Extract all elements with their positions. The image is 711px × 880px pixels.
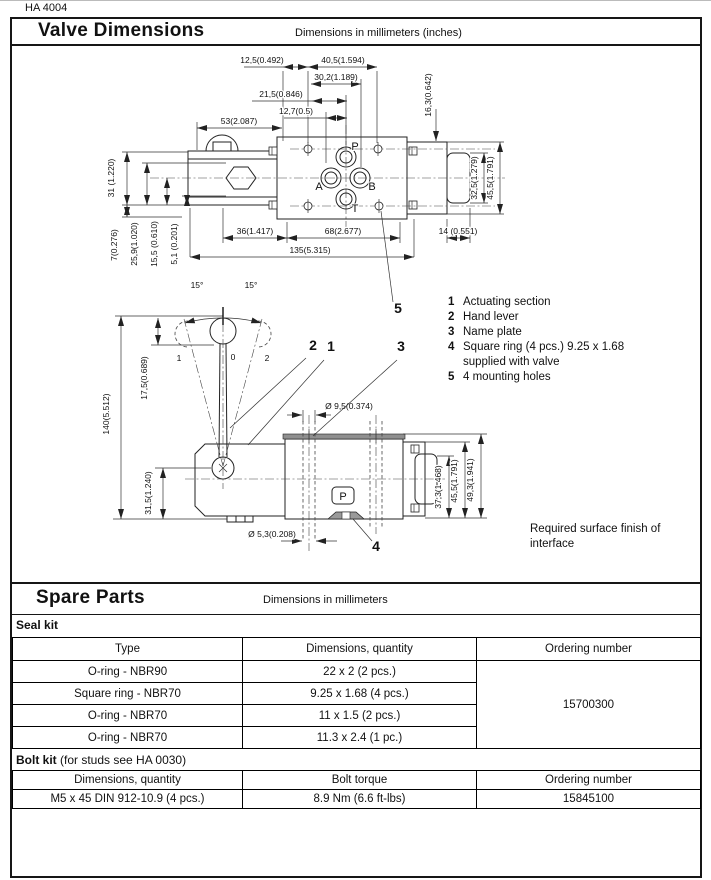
legend-num-4: 4 — [448, 341, 455, 353]
dim-dia-9-5: Ø 9,5(0.374) — [325, 401, 373, 411]
seal-dims-cell: 11.3 x 2.4 (1 pc.) — [243, 727, 477, 749]
port-label-a: A — [315, 181, 323, 193]
legend-num-1: 1 — [448, 296, 455, 308]
callout-5-label: 5 — [394, 300, 402, 316]
lever-pos-0: 0 — [230, 352, 236, 362]
dim-140: 140(5.512) — [101, 393, 111, 435]
top-view-centerlines — [150, 125, 505, 234]
front-view-port-p-label: P — [339, 491, 347, 503]
dim-36: 36(1.417) — [236, 226, 274, 236]
legend-item-1 — [448, 295, 624, 310]
legend-item-4 — [448, 340, 624, 355]
seal-kit-table — [12, 637, 701, 749]
bolt-kit-label — [12, 748, 700, 770]
spare-parts-header — [10, 582, 702, 615]
front-view-callouts — [230, 337, 405, 554]
callout-5-mounting-holes — [381, 211, 402, 316]
bolt-kit-header-row — [13, 771, 701, 790]
seal-type-cell: O-ring - NBR70 — [13, 727, 243, 749]
legend-text-3: Name plate — [463, 326, 522, 338]
drawing-legend — [448, 295, 624, 385]
dim-31-5: 31,5(1.240) — [143, 471, 153, 515]
callout-2-label: 2 — [309, 337, 317, 353]
legend-item-2 — [448, 310, 624, 325]
callout-3-label: 3 — [397, 338, 405, 354]
seal-dims-cell: 22 x 2 (2 pcs.) — [243, 661, 477, 683]
legend-num-2: 2 — [448, 311, 455, 323]
port-label-p: P — [351, 141, 359, 153]
bolt-kit-label-text: Bolt kit — [16, 753, 57, 767]
legend-num-5: 5 — [448, 371, 455, 383]
callout-1-label: 1 — [327, 338, 335, 354]
seal-kit-col-ordering: Ordering number — [477, 638, 701, 661]
dim-7: 7(0.276) — [109, 229, 119, 261]
legend-text-4: Square ring (4 pcs.) 9.25 x 1.68 — [463, 341, 625, 353]
angle-15-right: 15° — [244, 280, 258, 290]
legend-item-3 — [448, 325, 624, 340]
legend-item-4-cont — [448, 355, 624, 370]
seal-dims-cell: 11 x 1.5 (2 pcs.) — [243, 705, 477, 727]
port-label-b: B — [368, 181, 376, 193]
table-row — [13, 661, 701, 683]
seal-type-cell: O-ring - NBR90 — [13, 661, 243, 683]
dim-12-5: 12,5(0.492) — [240, 55, 284, 65]
legend-item-5 — [448, 370, 624, 385]
seal-kit-label — [12, 613, 700, 637]
spare-parts-units-note: Dimensions in millimeters — [263, 594, 388, 606]
front-view-dimensions — [101, 316, 487, 541]
bolt-kit-table — [12, 770, 701, 809]
dim-49-3: 49,3(1.941) — [465, 458, 475, 502]
top-view-dimensions — [106, 55, 504, 267]
dim-37-3: 37,3(1.468) — [433, 465, 443, 509]
bolt-kit-col-ordering: Ordering number — [477, 771, 701, 790]
legend-text-5: 4 mounting holes — [463, 371, 551, 383]
table-row — [13, 790, 701, 809]
bolt-kit-label-note: (for studs see HA 0030) — [60, 753, 187, 767]
dim-14: 14 (0.551) — [438, 226, 478, 236]
dim-40-5: 40,5(1.594) — [321, 55, 365, 65]
dim-45-5: 45,5(1.791) — [485, 156, 495, 200]
bolt-kit-col-dims: Dimensions, quantity — [13, 771, 243, 790]
dim-21-5: 21,5(0.846) — [259, 89, 303, 99]
dim-32-5: 32,5(1.279) — [469, 156, 479, 200]
seal-type-cell: O-ring - NBR70 — [13, 705, 243, 727]
top-view-valve-body — [188, 135, 470, 219]
bolt-dims-cell: M5 x 45 DIN 912-10.9 (4 pcs.) — [13, 790, 243, 809]
dim-45-5-front: 45,5(1.791) — [449, 459, 459, 503]
lever-pos-1: 1 — [176, 353, 182, 363]
dim-16-3: 16,3(0.642) — [423, 73, 433, 117]
seal-kit-label-text: Seal kit — [16, 618, 59, 632]
legend-text-4b: supplied with valve — [463, 356, 560, 368]
dim-15-5: 15,5 (0.610) — [149, 221, 159, 267]
port-label-t: T — [351, 203, 359, 215]
seal-kit-header-row — [13, 638, 701, 661]
valve-dimensions-header — [12, 19, 700, 46]
dim-135: 135(5.315) — [289, 245, 331, 255]
bolt-torque-cell: 8.9 Nm (6.6 ft-lbs) — [243, 790, 477, 809]
dim-31: 31 (1.220) — [106, 158, 116, 198]
dim-25-9: 25,9(1.020) — [129, 222, 139, 266]
legend-text-2: Hand lever — [463, 311, 519, 323]
callout-4-label: 4 — [372, 538, 380, 554]
valve-dimensions-units-note: Dimensions in millimeters (inches) — [295, 27, 462, 39]
dim-30-2: 30,2(1.189) — [314, 72, 358, 82]
dim-5-1: 5,1 (0.201) — [169, 223, 179, 265]
seal-dims-cell: 9.25 x 1.68 (4 pcs.) — [243, 683, 477, 705]
surface-finish-note: Required surface finish of interface — [530, 523, 661, 550]
lever-pos-2: 2 — [264, 353, 270, 363]
bolt-kit-col-torque: Bolt torque — [243, 771, 477, 790]
angle-15-left: 15° — [190, 280, 204, 290]
dim-17-5: 17,5(0.689) — [139, 356, 149, 400]
seal-type-cell: Square ring - NBR70 — [13, 683, 243, 705]
seal-ordering-number-cell: 15700300 — [477, 661, 701, 749]
dim-53: 53(2.087) — [220, 116, 258, 126]
valve-dimensions-title: Valve Dimensions — [38, 20, 205, 41]
legend-num-3: 3 — [448, 326, 455, 338]
dim-dia-5-3: Ø 5,3(0.208) — [248, 529, 296, 539]
legend-text-1: Actuating section — [463, 296, 551, 308]
bolt-ordering-number-cell: 15845100 — [477, 790, 701, 809]
doc-code: HA 4004 — [25, 2, 68, 14]
dim-68: 68(2.677) — [324, 226, 362, 236]
dim-12-7: 12,7(0.5) — [278, 106, 314, 116]
spare-parts-title: Spare Parts — [36, 587, 145, 608]
seal-kit-col-dims: Dimensions, quantity — [243, 638, 477, 661]
seal-kit-col-type: Type — [13, 638, 243, 661]
